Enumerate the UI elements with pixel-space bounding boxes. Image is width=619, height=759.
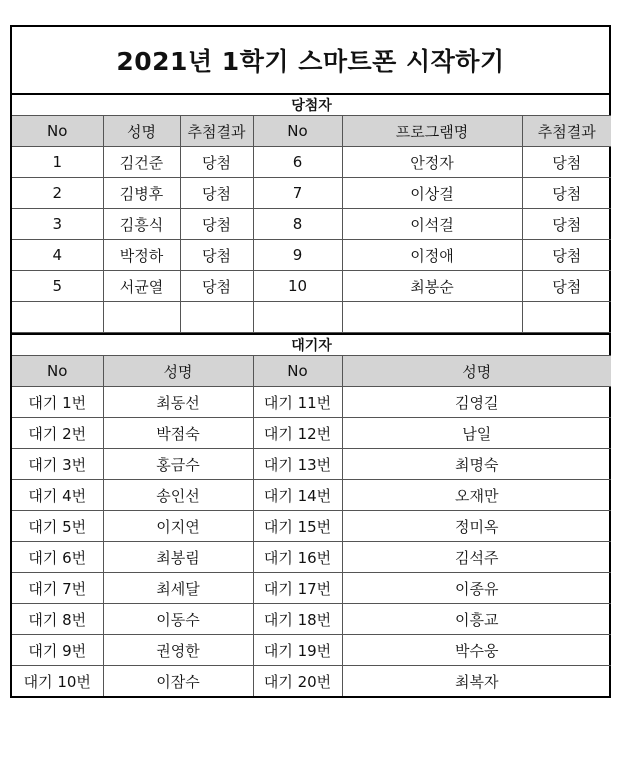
table-row	[12, 480, 611, 511]
table-row	[12, 449, 611, 480]
table-row	[12, 418, 611, 449]
table-cell: 박수웅	[342, 635, 611, 666]
table-cell: 대기 12번	[253, 418, 342, 449]
table-cell: 최봉순	[342, 271, 522, 302]
section-row	[12, 334, 611, 356]
table-cell: 이석걸	[342, 209, 522, 240]
table-cell: 8	[253, 209, 342, 240]
waiting-table	[12, 333, 611, 696]
table-row	[12, 302, 611, 333]
column-header: No	[253, 116, 342, 147]
table-row	[12, 635, 611, 666]
table-cell: 김석주	[342, 542, 611, 573]
table-cell: 이동수	[103, 604, 253, 635]
table-cell: 대기 6번	[12, 542, 103, 573]
column-header: 프로그램명	[342, 116, 522, 147]
table-cell: 10	[253, 271, 342, 302]
table-cell: 6	[253, 147, 342, 178]
table-cell: 김병후	[103, 178, 180, 209]
table-cell: 대기 11번	[253, 387, 342, 418]
table-cell: 대기 19번	[253, 635, 342, 666]
table-cell: 대기 1번	[12, 387, 103, 418]
table-cell	[342, 302, 522, 333]
column-header: 성명	[103, 116, 180, 147]
table-cell: 이상걸	[342, 178, 522, 209]
table-cell: 당첨	[522, 209, 611, 240]
table-cell: 9	[253, 240, 342, 271]
lottery-sheet	[10, 25, 611, 698]
column-header: 추첨결과	[180, 116, 253, 147]
table-row	[12, 178, 611, 209]
table-cell: 대기 5번	[12, 511, 103, 542]
table-cell: 대기 14번	[253, 480, 342, 511]
table-cell: 박점숙	[103, 418, 253, 449]
winners-table	[12, 95, 611, 333]
table-cell: 1	[12, 147, 103, 178]
table-cell: 서균열	[103, 271, 180, 302]
table-cell: 당첨	[522, 178, 611, 209]
table-cell: 최명숙	[342, 449, 611, 480]
table-cell: 당첨	[522, 147, 611, 178]
table-cell: 당첨	[522, 271, 611, 302]
table-cell: 권영한	[103, 635, 253, 666]
table-cell: 대기 20번	[253, 666, 342, 697]
table-row	[12, 511, 611, 542]
table-cell: 김흥식	[103, 209, 180, 240]
table-cell: 최세달	[103, 573, 253, 604]
table-row	[12, 604, 611, 635]
table-row	[12, 387, 611, 418]
table-cell: 대기 9번	[12, 635, 103, 666]
table-cell: 정미옥	[342, 511, 611, 542]
table-row	[12, 209, 611, 240]
table-row	[12, 147, 611, 178]
table-cell: 대기 18번	[253, 604, 342, 635]
table-cell: 최봉림	[103, 542, 253, 573]
table-cell	[12, 302, 103, 333]
page-title: 2021년 1학기 스마트폰 시작하기	[12, 27, 609, 95]
table-row	[12, 542, 611, 573]
table-cell: 대기 10번	[12, 666, 103, 697]
table-cell	[522, 302, 611, 333]
table-cell: 홍금수	[103, 449, 253, 480]
table-cell: 박정하	[103, 240, 180, 271]
table-row	[12, 573, 611, 604]
table-row	[12, 240, 611, 271]
table-cell: 대기 4번	[12, 480, 103, 511]
table-row	[12, 271, 611, 302]
column-header: No	[12, 116, 103, 147]
table-cell: 대기 3번	[12, 449, 103, 480]
table-cell: 7	[253, 178, 342, 209]
table-cell: 2	[12, 178, 103, 209]
table-cell: 4	[12, 240, 103, 271]
table-cell: 이종유	[342, 573, 611, 604]
table-cell: 당첨	[180, 271, 253, 302]
table-cell: 당첨	[180, 209, 253, 240]
table-cell: 김건준	[103, 147, 180, 178]
table-cell: 대기 8번	[12, 604, 103, 635]
table-cell: 오재만	[342, 480, 611, 511]
table-cell	[253, 302, 342, 333]
table-cell: 남일	[342, 418, 611, 449]
section-row	[12, 95, 611, 116]
column-header: 성명	[342, 356, 611, 387]
table-cell: 당첨	[180, 147, 253, 178]
section-label: 당첨자	[12, 95, 611, 116]
column-header: No	[253, 356, 342, 387]
table-cell: 당첨	[522, 240, 611, 271]
header-row	[12, 356, 611, 387]
table-cell: 송인선	[103, 480, 253, 511]
table-cell: 김영길	[342, 387, 611, 418]
table-cell: 이잠수	[103, 666, 253, 697]
table-cell: 5	[12, 271, 103, 302]
table-cell: 이흥교	[342, 604, 611, 635]
column-header: No	[12, 356, 103, 387]
table-cell	[103, 302, 180, 333]
table-cell: 대기 17번	[253, 573, 342, 604]
column-header: 성명	[103, 356, 253, 387]
table-cell: 안정자	[342, 147, 522, 178]
table-cell: 대기 15번	[253, 511, 342, 542]
table-cell: 최복자	[342, 666, 611, 697]
table-cell: 대기 16번	[253, 542, 342, 573]
table-cell: 대기 2번	[12, 418, 103, 449]
table-cell: 이정애	[342, 240, 522, 271]
table-cell: 당첨	[180, 178, 253, 209]
table-cell: 당첨	[180, 240, 253, 271]
header-row	[12, 116, 611, 147]
table-cell	[180, 302, 253, 333]
table-cell: 최동선	[103, 387, 253, 418]
table-cell: 이지연	[103, 511, 253, 542]
table-row	[12, 666, 611, 697]
table-cell: 대기 13번	[253, 449, 342, 480]
column-header: 추첨결과	[522, 116, 611, 147]
table-cell: 3	[12, 209, 103, 240]
section-label: 대기자	[12, 334, 611, 356]
table-cell: 대기 7번	[12, 573, 103, 604]
